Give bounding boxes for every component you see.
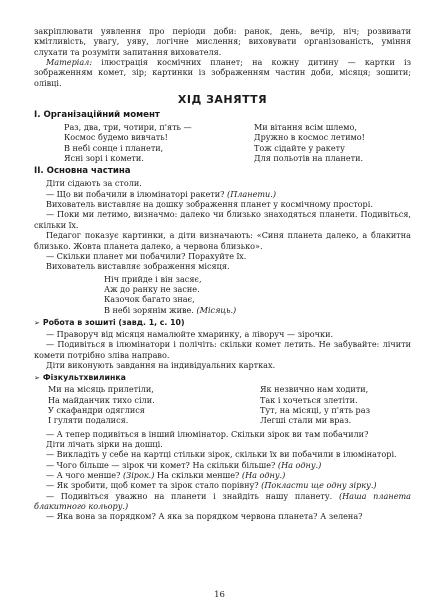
main-title: ХІД ЗАНЯТТЯ <box>177 93 268 107</box>
paragraph <box>34 491 411 512</box>
answer-text: (Покласти ще одну зірку.) <box>261 480 377 491</box>
subsection-2-title <box>34 373 411 382</box>
page-number: 16 <box>214 590 225 600</box>
answer-text: (Наша планета блакитного кольору.) <box>34 490 411 512</box>
poem-line: На майданчик тихо сіли. <box>48 394 155 405</box>
poem-line: Ніч прийде і він засяє, <box>104 273 202 284</box>
paragraph: — А тепер подивіться в інший ілюмінатор. Скільки зірок ви там побачили? <box>46 428 369 439</box>
subsection-label: Робота в зошиті (завд. 1, с. 10) <box>42 317 185 327</box>
poem-line: Так і хочеться злетіти. <box>260 394 358 405</box>
paragraph: Вихователь виставляє на дошку зображення планет у космічному просторі. <box>46 199 373 210</box>
paragraph: — Скільки планет ми побачили? Порахуйте їх. <box>46 250 247 261</box>
poem-1-right <box>254 122 365 163</box>
poem-line: Як незвично нам ходити, <box>260 384 369 395</box>
poem-1 <box>34 122 411 163</box>
paragraph: — Подивіться в ілюмінатори і полічіть: скільки комет летить. Не забувайте: лічити комети потрібно зліва направо. <box>34 339 411 360</box>
poem-line: Тож сідайте у ракету <box>254 142 345 153</box>
poem-2-right <box>260 384 370 425</box>
section-2-title: II. Основна частина <box>34 166 131 177</box>
poem-line: Для польотів на планети. <box>254 153 364 164</box>
materials-label: Матеріал: <box>46 57 93 68</box>
poem-line: Казочок багато знає, <box>104 294 195 305</box>
poem-line: Легші стали ми враз. <box>260 415 352 426</box>
paragraph: — Поки ми летимо, визначмо: далеко чи близько знаходяться планети. Подивіться, скільки їх. <box>34 209 411 230</box>
paragraph: Педагог показує картинки, а діти визначають: «Синя планета далеко, а блакитна близько. Жовта планета далеко, а червона близько». <box>34 230 411 251</box>
materials-text: ілюстрація космічних планет; на кожну дитину — картки із зображенням комет, зір; картинки із зображенням частин доби, місяця; зошити; олівці. <box>34 57 411 88</box>
answer-text: (На одну.) <box>277 459 322 470</box>
poem-2 <box>34 384 411 425</box>
paragraph: Діти лічать зірки на дошці. <box>46 439 163 449</box>
question-text: — Чого більше — зірок чи комет? На скільки більше? <box>46 459 278 470</box>
paragraph: Діти виконують завдання на індивідуальних картках. <box>46 359 276 370</box>
paragraph: — Викладіть у себе на картці стільки зірок, скільки їх ви побачили в ілюмінаторі. <box>46 449 397 460</box>
arrow-bullet-icon: ➢ <box>34 374 40 383</box>
paragraph <box>34 470 411 480</box>
subsection-label: Фізкультхвилинка <box>42 373 126 383</box>
riddle-poem <box>104 274 411 315</box>
question-text: — Подивіться уважно на планети і знайдіть нашу планету. <box>46 490 339 501</box>
poem-line <box>104 305 411 315</box>
poem-line: Дружно в космос летимо! <box>254 132 365 143</box>
poem-line: Космос будемо вивчать! <box>64 132 168 143</box>
poem-line: Аж до ранку не засне. <box>104 283 200 294</box>
question-text: — А чого менше? <box>46 470 123 481</box>
paragraph <box>34 189 411 199</box>
materials-paragraph <box>34 57 411 88</box>
answer-text: (Зірок.) <box>123 470 155 481</box>
poem-line: І гуляти подалися. <box>48 415 129 426</box>
poem-line: Раз, два, три, чотири, п'ять — <box>64 122 192 133</box>
subsection-1-title <box>34 318 411 327</box>
paragraph <box>34 480 411 490</box>
paragraph <box>34 460 411 470</box>
question-text: — Як зробити, щоб комет та зірок стало порівну? <box>46 480 262 491</box>
answer-text: (Планети.) <box>227 188 276 199</box>
question-text: — Що ви побачили в ілюмінаторі ракети? <box>46 188 228 199</box>
intro-paragraph: закріплювати уявлення про періоди доби: ранок, день, вечір, ніч; розвивати кмітливість, увагу, уяву, логічне мислення; виховувати організованість, уміння слухати та розуміти запитання вихователя. <box>34 26 411 57</box>
section-1-title: I. Організаційний момент <box>34 110 160 121</box>
answer-text: (На одну.) <box>241 470 286 481</box>
paragraph: — Праворуч від місяця намалюйте хмаринку, а ліворуч — зірочки. <box>46 328 334 339</box>
paragraph: Діти сідають за столи. <box>46 178 142 189</box>
poem-line-text: В небі зорянім живе. <box>104 304 197 315</box>
poem-line: Ми на місяць прилетіли, <box>48 384 154 395</box>
page-content <box>34 26 411 522</box>
riddle-answer: (Місяць.) <box>196 304 237 315</box>
poem-line: Ясні зорі і комети. <box>64 153 144 164</box>
poem-2-left <box>48 384 260 425</box>
arrow-bullet-icon: ➢ <box>34 318 40 327</box>
poem-1-left <box>64 122 254 163</box>
poem-line: Тут, на місяці, у п'ять раз <box>260 404 370 415</box>
poem-line: У скафандри одяглися <box>48 404 145 415</box>
question-text: На скільки менше? <box>154 470 242 481</box>
paragraph: — Яка вона за порядком? А яка за порядком червона планета? А зелена? <box>46 511 363 522</box>
poem-line: В небі сонце і планети, <box>64 142 164 153</box>
paragraph: Вихователь виставляє зображення місяця. <box>46 261 230 272</box>
poem-line: Ми вітання всім шлемо, <box>254 122 357 133</box>
